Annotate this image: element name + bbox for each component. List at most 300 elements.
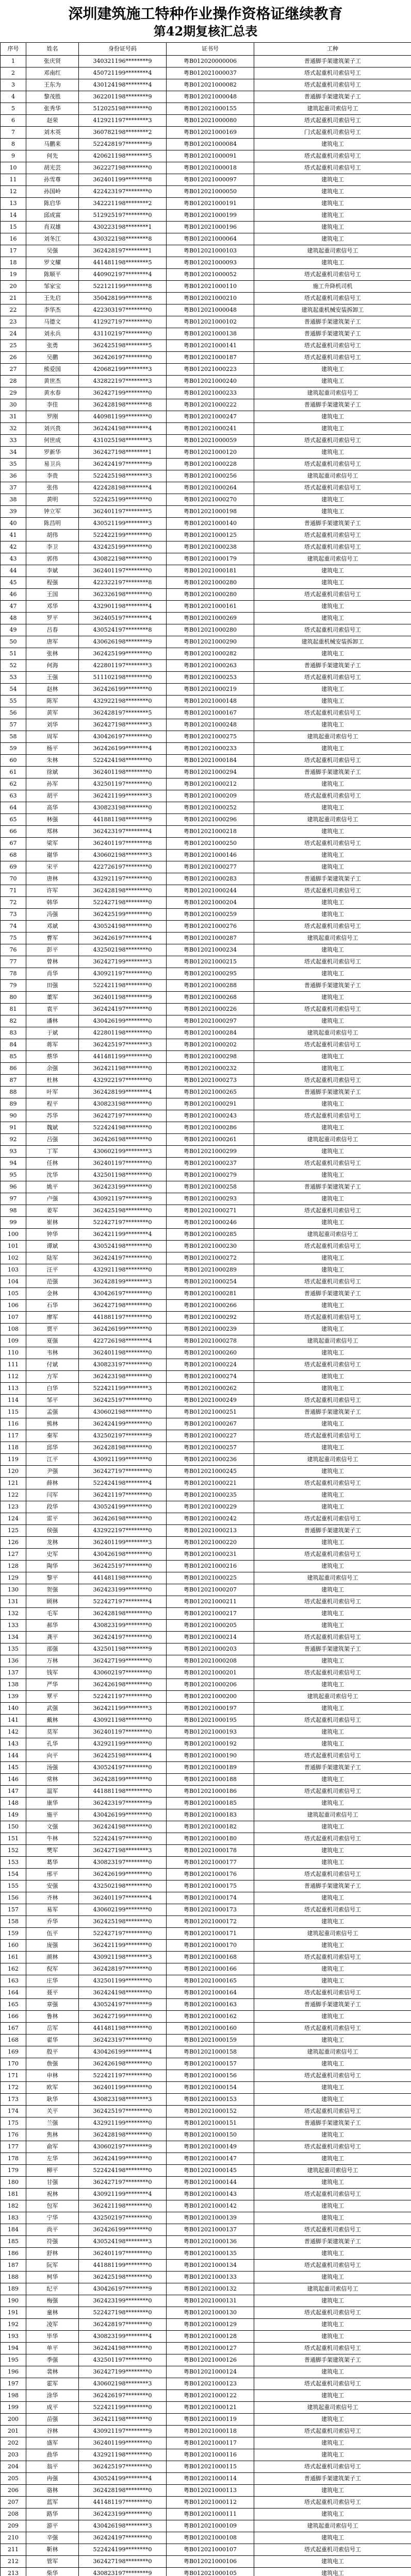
table-row xyxy=(1,447,411,459)
job-type-cell: 塔式起重机司索信号工 xyxy=(254,2023,411,2035)
job-type-cell: 普通脚手架建筑架子工 xyxy=(254,2117,411,2129)
person-name-cell: 戴林 xyxy=(26,1715,79,1726)
job-type-cell: 建筑电工 xyxy=(254,1324,411,1335)
person-name-cell: 陆军 xyxy=(26,1252,79,1264)
id-number-cell: 430823198********0 xyxy=(79,802,167,814)
row-index-cell: 211 xyxy=(1,2544,26,2556)
certificate-number-cell: 粤B012021000177 xyxy=(167,1857,254,1869)
job-type-cell: 建筑电工 xyxy=(254,1371,411,1383)
id-number-cell: 362426197********0 xyxy=(79,352,167,364)
table-row xyxy=(1,257,411,269)
certificate-number-cell: 粤B012021000198 xyxy=(167,506,254,518)
certificate-number-cell: 粤B012021000150 xyxy=(167,2129,254,2141)
job-type-cell: 建筑电工 xyxy=(254,648,411,660)
row-index-cell: 105 xyxy=(1,1288,26,1300)
certificate-number-cell: 粤B012021000178 xyxy=(167,1845,254,1857)
certificate-number-cell: 粤B012021000162 xyxy=(167,2011,254,2023)
person-name-cell: 吴鹏 xyxy=(26,352,79,364)
table-row xyxy=(1,2378,411,2390)
certificate-number-cell: 粤B012021000234 xyxy=(167,944,254,956)
id-number-cell: 362401198********0 xyxy=(79,767,167,778)
id-number-cell: 362425198********0 xyxy=(79,2272,167,2283)
table-row xyxy=(1,909,411,921)
id-number-cell: 362421198********0 xyxy=(79,2414,167,2426)
person-name-cell: 田强 xyxy=(26,980,79,992)
job-type-cell: 普通脚手架建筑架子工 xyxy=(254,2236,411,2248)
job-type-cell: 塔式起重机司索信号工 xyxy=(254,838,411,850)
id-number-cell: 511102198********0 xyxy=(79,672,167,684)
person-name-cell: 胡光芸 xyxy=(26,162,79,174)
job-type-cell: 建筑起重司索信号工 xyxy=(254,387,411,399)
person-name-cell: 童林 xyxy=(26,2307,79,2319)
job-type-cell: 建筑电工 xyxy=(254,1347,411,1359)
row-index-cell: 169 xyxy=(1,2046,26,2058)
table-row xyxy=(1,328,411,340)
person-name-cell: 林强 xyxy=(26,814,79,826)
row-index-cell: 158 xyxy=(1,1916,26,1928)
certificate-number-cell: 粤B012021000285 xyxy=(167,1229,254,1241)
job-type-cell: 普通脚手架建筑架子工 xyxy=(254,1288,411,1300)
certificate-number-cell: 粤B012021000173 xyxy=(167,1904,254,1916)
table-row xyxy=(1,767,411,778)
id-number-cell: 522424198********0 xyxy=(79,2165,167,2177)
certificate-number-cell: 粤B012021000158 xyxy=(167,2046,254,2058)
certificate-number-cell: 粤B012021000110 xyxy=(167,281,254,293)
job-type-cell: 塔式起重机司索信号工 xyxy=(254,162,411,174)
row-index-cell: 194 xyxy=(1,2343,26,2354)
row-index-cell: 22 xyxy=(1,304,26,316)
id-number-cell: 512025198********0 xyxy=(79,103,167,115)
row-index-cell: 93 xyxy=(1,1146,26,1158)
row-index-cell: 144 xyxy=(1,1750,26,1762)
id-number-cell: 430823197********0 xyxy=(79,1359,167,1371)
id-number-cell: 440902197********4 xyxy=(79,269,167,281)
header-id-number: 身份证号码 xyxy=(79,43,167,56)
job-type-cell: 建筑电工 xyxy=(254,743,411,755)
row-index-cell: 151 xyxy=(1,1833,26,1845)
job-type-cell: 塔式起重机司索信号工 xyxy=(254,1395,411,1406)
person-name-cell: 纪平 xyxy=(26,2283,79,2295)
certificate-number-cell: 粤B012021000200 xyxy=(167,1691,254,1703)
job-type-cell: 建筑起重司索信号工 xyxy=(254,1691,411,1703)
certificate-number-cell: 粤B012021000229 xyxy=(167,1501,254,1513)
table-row xyxy=(1,506,411,518)
person-name-cell: 叶军 xyxy=(26,1087,79,1098)
row-index-cell: 46 xyxy=(1,589,26,601)
person-name-cell: 章强 xyxy=(26,1999,79,2011)
job-type-cell: 建筑电工 xyxy=(254,1655,411,1667)
row-index-cell: 36 xyxy=(1,470,26,482)
job-type-cell: 建筑电工 xyxy=(254,1774,411,1786)
table-row xyxy=(1,1952,411,1963)
table-row xyxy=(1,2331,411,2343)
certificate-number-cell: 粤B012021000227 xyxy=(167,1430,254,1442)
person-name-cell: 殷平 xyxy=(26,2046,79,2058)
id-number-cell: 362421199********3 xyxy=(79,790,167,802)
id-number-cell: 522121199********8 xyxy=(79,281,167,293)
certificate-number-cell: 粤B012021000153 xyxy=(167,2094,254,2106)
table-row xyxy=(1,494,411,506)
table-row xyxy=(1,411,411,423)
person-name-cell: 许军 xyxy=(26,885,79,897)
table-row xyxy=(1,1786,411,1798)
table-row xyxy=(1,2295,411,2307)
person-name-cell: 苏华 xyxy=(26,1110,79,1122)
certificate-number-cell: 粤B012021000052 xyxy=(167,269,254,281)
row-index-cell: 155 xyxy=(1,1880,26,1892)
person-name-cell: 谭斌 xyxy=(26,1241,79,1252)
table-row xyxy=(1,435,411,447)
person-name-cell: 张秀华 xyxy=(26,103,79,115)
certificate-number-cell: 粤B012021000186 xyxy=(167,1786,254,1798)
job-type-cell: 普通脚手架建筑架子工 xyxy=(254,873,411,885)
certificate-number-cell: 粤B012021000284 xyxy=(167,1027,254,1039)
person-name-cell: 谢华 xyxy=(26,850,79,861)
row-index-cell: 116 xyxy=(1,1418,26,1430)
certificate-number-cell: 粤B012021000142 xyxy=(167,2200,254,2212)
person-name-cell: 涂华 xyxy=(26,2390,79,2402)
row-index-cell: 78 xyxy=(1,968,26,980)
row-index-cell: 213 xyxy=(1,2568,26,2576)
row-index-cell: 117 xyxy=(1,1430,26,1442)
certificate-number-cell: 粤B012021000292 xyxy=(167,1312,254,1324)
row-index-cell: 179 xyxy=(1,2165,26,2177)
certificate-number-cell: 粤B012021000114 xyxy=(167,2473,254,2485)
person-name-cell: 李华杰 xyxy=(26,304,79,316)
person-name-cell: 伍平 xyxy=(26,1928,79,1940)
table-row xyxy=(1,1146,411,1158)
id-number-cell: 362423197********4 xyxy=(79,826,167,838)
row-index-cell: 210 xyxy=(1,2532,26,2544)
certificate-number-cell: 粤B012021000102 xyxy=(167,316,254,328)
row-index-cell: 103 xyxy=(1,1264,26,1276)
job-type-cell: 塔式起重机司索信号工 xyxy=(254,1750,411,1762)
table-row xyxy=(1,1229,411,1241)
table-row xyxy=(1,2402,411,2414)
person-name-cell: 何海 xyxy=(26,660,79,672)
person-name-cell: 辛强 xyxy=(26,2532,79,2544)
row-index-cell: 142 xyxy=(1,1726,26,1738)
certificate-number-cell: 粤B012021000238 xyxy=(167,541,254,553)
table-row xyxy=(1,139,411,150)
row-index-cell: 173 xyxy=(1,2094,26,2106)
id-number-cell: 362421198********0 xyxy=(79,2200,167,2212)
job-type-cell: 建筑起重司索信号工 xyxy=(254,2046,411,2058)
id-number-cell: 362427198********1 xyxy=(79,447,167,459)
person-name-cell: 程平 xyxy=(26,1098,79,1110)
certificate-number-cell: 粤B012021000131 xyxy=(167,2295,254,2307)
table-row xyxy=(1,1241,411,1252)
person-name-cell: 莫军 xyxy=(26,1726,79,1738)
person-name-cell: 耿华 xyxy=(26,2094,79,2106)
certificate-number-cell: 粤B012021000217 xyxy=(167,1608,254,1620)
certificate-number-cell: 粤B012021000218 xyxy=(167,826,254,838)
table-row xyxy=(1,1430,411,1442)
row-index-cell: 186 xyxy=(1,2248,26,2260)
id-number-cell: 430823197********0 xyxy=(79,1857,167,1869)
job-type-cell: 塔式起重机司索信号工 xyxy=(254,1987,411,1999)
table-row xyxy=(1,1632,411,1643)
certificate-number-cell: 粤B012021000154 xyxy=(167,2082,254,2094)
certificate-number-cell: 粤B012021000240 xyxy=(167,376,254,387)
certificate-number-cell: 粤B012021000219 xyxy=(167,684,254,696)
id-number-cell: 362401197********5 xyxy=(79,506,167,518)
person-name-cell: 龚平 xyxy=(26,1632,79,1643)
certificate-number-cell: 粤B012021000224 xyxy=(167,1359,254,1371)
person-name-cell: 阮军 xyxy=(26,2260,79,2272)
table-row xyxy=(1,2544,411,2556)
job-type-cell: 建筑电工 xyxy=(254,2248,411,2260)
person-name-cell: 于斌 xyxy=(26,1027,79,1039)
job-type-cell: 建筑电工 xyxy=(254,613,411,624)
id-number-cell: 430426199********4 xyxy=(79,2046,167,2058)
table-row xyxy=(1,1643,411,1655)
certificate-number-cell: 粤B012021000050 xyxy=(167,186,254,198)
person-name-cell: 胡平 xyxy=(26,790,79,802)
row-index-cell: 63 xyxy=(1,790,26,802)
id-number-cell: 362427197********0 xyxy=(79,1110,167,1122)
row-index-cell: 18 xyxy=(1,257,26,269)
id-number-cell: 362425197********0 xyxy=(79,1561,167,1572)
row-index-cell: 25 xyxy=(1,340,26,352)
table-row xyxy=(1,2390,411,2402)
job-type-cell: 建筑电工 xyxy=(254,826,411,838)
id-number-cell: 362405197********4 xyxy=(79,613,167,624)
certificate-number-cell: 粤B012021000147 xyxy=(167,2153,254,2165)
job-type-cell: 塔式起重机司索信号工 xyxy=(254,1430,411,1442)
table-row xyxy=(1,613,411,624)
row-index-cell: 73 xyxy=(1,909,26,921)
person-name-cell: 文强 xyxy=(26,1821,79,1833)
table-row xyxy=(1,1217,411,1229)
certificate-number-cell: 粤B012021000144 xyxy=(167,2177,254,2189)
table-row xyxy=(1,1762,411,1774)
certificate-number-cell: 粤B012021000191 xyxy=(167,198,254,210)
table-row xyxy=(1,103,411,115)
id-number-cell: 362428199********3 xyxy=(79,1276,167,1288)
person-name-cell: 詹强 xyxy=(26,2058,79,2070)
id-number-cell: 362326198********0 xyxy=(79,589,167,601)
certificate-number-cell: 粤B012021000277 xyxy=(167,861,254,873)
id-number-cell: 362424197********0 xyxy=(79,1632,167,1643)
certificate-number-cell: 粤B012021000109 xyxy=(167,2520,254,2532)
certificate-number-cell: 粤B012021000297 xyxy=(167,1015,254,1027)
id-number-cell: 522422199********0 xyxy=(79,530,167,541)
id-number-cell: 362401197********8 xyxy=(79,838,167,850)
row-index-cell: 130 xyxy=(1,1584,26,1596)
job-type-cell: 塔式起重机司索信号工 xyxy=(254,2378,411,2390)
person-name-cell: 李佳 xyxy=(26,399,79,411)
person-name-cell: 王强 xyxy=(26,672,79,684)
row-index-cell: 72 xyxy=(1,897,26,909)
table-row xyxy=(1,387,411,399)
certificate-number-cell: 粤B012021000128 xyxy=(167,2331,254,2343)
person-name-cell: 向平 xyxy=(26,1750,79,1762)
table-row xyxy=(1,802,411,814)
person-name-cell: 岳军 xyxy=(26,2023,79,2035)
row-index-cell: 141 xyxy=(1,1715,26,1726)
job-type-cell: 建筑电工 xyxy=(254,1892,411,1904)
table-row xyxy=(1,2023,411,2035)
row-index-cell: 136 xyxy=(1,1655,26,1667)
person-name-cell: 汤强 xyxy=(26,1762,79,1774)
job-type-cell: 建筑电工 xyxy=(254,1442,411,1454)
table-row xyxy=(1,1537,411,1549)
id-number-cell: 362426197********0 xyxy=(79,2390,167,2402)
row-index-cell: 11 xyxy=(1,174,26,186)
id-number-cell: 422801198********0 xyxy=(79,1027,167,1039)
job-type-cell: 塔式起重机司索信号工 xyxy=(254,2260,411,2272)
certificate-number-cell: 粤B012021000149 xyxy=(167,2141,254,2153)
person-name-cell: 孔华 xyxy=(26,1738,79,1750)
certificate-number-cell: 粤B012021000146 xyxy=(167,850,254,861)
person-name-cell: 刘兴贵 xyxy=(26,423,79,435)
row-index-cell: 50 xyxy=(1,636,26,648)
table-row xyxy=(1,2224,411,2236)
id-number-cell: 441481197********0 xyxy=(79,2497,167,2509)
job-type-cell: 建筑电工 xyxy=(254,1679,411,1691)
row-index-cell: 149 xyxy=(1,1809,26,1821)
certificate-number-cell: 粤B012021000091 xyxy=(167,150,254,162)
job-type-cell: 建筑电工 xyxy=(254,1584,411,1596)
person-name-cell: 黄世杰 xyxy=(26,376,79,387)
id-number-cell: 420682199********3 xyxy=(79,364,167,376)
certificate-number-cell: 粤B012021000245 xyxy=(167,1466,254,1478)
job-type-cell: 建筑电工 xyxy=(254,2366,411,2378)
job-type-cell: 建筑电工 xyxy=(254,992,411,1004)
row-index-cell: 71 xyxy=(1,885,26,897)
job-type-cell: 建筑电工 xyxy=(254,1975,411,1987)
certificate-number-cell: 粤B012021000199 xyxy=(167,210,254,222)
job-type-cell: 塔式起重机司索信号工 xyxy=(254,1596,411,1608)
person-name-cell: 关平 xyxy=(26,2106,79,2117)
id-number-cell: 522421197********0 xyxy=(79,1691,167,1703)
person-name-cell: 兰强 xyxy=(26,2117,79,2129)
job-type-cell: 建筑电工 xyxy=(254,2509,411,2520)
table-row xyxy=(1,601,411,613)
id-number-cell: 430524197********9 xyxy=(79,1999,167,2011)
row-index-cell: 124 xyxy=(1,1513,26,1525)
table-row xyxy=(1,127,411,139)
id-number-cell: 430626198********9 xyxy=(79,636,167,648)
row-index-cell: 204 xyxy=(1,2461,26,2473)
certificate-number-cell: 粤B012021000254 xyxy=(167,1276,254,1288)
id-number-cell: 422726198********4 xyxy=(79,1335,167,1347)
person-name-cell: 梁军 xyxy=(26,838,79,850)
person-name-cell: 孟强 xyxy=(26,1406,79,1418)
id-number-cell: 362426198********0 xyxy=(79,1679,167,1691)
table-row xyxy=(1,1561,411,1572)
id-number-cell: 362427199********0 xyxy=(79,1655,167,1667)
table-row xyxy=(1,861,411,873)
person-name-cell: 柯华 xyxy=(26,2272,79,2283)
person-name-cell: 潘林 xyxy=(26,1015,79,1027)
table-row xyxy=(1,553,411,565)
id-number-cell: 362423199********0 xyxy=(79,1181,167,1193)
table-row xyxy=(1,2568,411,2576)
certificate-number-cell: 粤B012021000143 xyxy=(167,2189,254,2200)
table-row xyxy=(1,79,411,91)
table-row xyxy=(1,470,411,482)
person-name-cell: 杜林 xyxy=(26,1075,79,1087)
table-row xyxy=(1,1418,411,1430)
row-index-cell: 5 xyxy=(1,103,26,115)
person-name-cell: 朱林 xyxy=(26,755,79,767)
certificate-number-cell: 粤B012021000221 xyxy=(167,1478,254,1489)
job-type-cell: 建筑电工 xyxy=(254,2177,411,2189)
table-row xyxy=(1,2189,411,2200)
certificate-number-cell: 粤B012021000279 xyxy=(167,1170,254,1181)
row-index-cell: 106 xyxy=(1,1300,26,1312)
job-type-cell: 建筑电工 xyxy=(254,1821,411,1833)
table-row xyxy=(1,1051,411,1063)
certificate-number-cell: 粤B012021000135 xyxy=(167,2248,254,2260)
table-row xyxy=(1,980,411,992)
certificate-number-cell: 粤B012021000201 xyxy=(167,1667,254,1679)
row-index-cell: 86 xyxy=(1,1063,26,1075)
person-name-cell: 史军 xyxy=(26,1549,79,1561)
id-number-cell: 362425199********0 xyxy=(79,648,167,660)
certificate-number-cell: 粤B012021000274 xyxy=(167,1371,254,1383)
table-row xyxy=(1,1987,411,1999)
job-type-cell: 建筑电工 xyxy=(254,1940,411,1952)
person-name-cell: 袁平 xyxy=(26,1004,79,1015)
row-index-cell: 85 xyxy=(1,1051,26,1063)
person-name-cell: 段华 xyxy=(26,1501,79,1513)
id-number-cell: 362423197********0 xyxy=(79,2035,167,2046)
row-index-cell: 175 xyxy=(1,2117,26,2129)
job-type-cell: 普通脚手架建筑架子工 xyxy=(254,2473,411,2485)
row-index-cell: 9 xyxy=(1,150,26,162)
certificate-number-cell: 粤B012021000280 xyxy=(167,577,254,589)
person-name-cell: 冉强 xyxy=(26,2473,79,2485)
certificate-number-cell: 粤B012021000188 xyxy=(167,1774,254,1786)
table-row xyxy=(1,459,411,470)
id-number-cell: 432501197********0 xyxy=(79,2354,167,2366)
id-number-cell: 362427198********0 xyxy=(79,1300,167,1312)
id-number-cell: 362401199********0 xyxy=(79,2082,167,2094)
job-type-cell: 塔式起重机司索信号工 xyxy=(254,530,411,541)
job-type-cell: 塔式起重机司索信号工 xyxy=(254,2070,411,2082)
certificate-number-cell: 粤B012021000169 xyxy=(167,127,254,139)
id-number-cell: 522421199********0 xyxy=(79,2402,167,2414)
table-row xyxy=(1,162,411,174)
row-index-cell: 122 xyxy=(1,1489,26,1501)
person-name-cell: 尚平 xyxy=(26,2224,79,2236)
table-row xyxy=(1,992,411,1004)
id-number-cell: 441881199********0 xyxy=(79,2260,167,2272)
job-type-cell: 建筑电工 xyxy=(254,1501,411,1513)
certificate-number-cell: 粤B012021000223 xyxy=(167,364,254,376)
certificate-number-cell: 粤B012021000244 xyxy=(167,885,254,897)
row-index-cell: 164 xyxy=(1,1987,26,1999)
id-number-cell: 362425198********4 xyxy=(79,1750,167,1762)
certificate-number-cell: 粤B012021000160 xyxy=(167,2023,254,2035)
job-type-cell: 塔式起重机司索信号工 xyxy=(254,2189,411,2200)
id-number-cell: 441481198********0 xyxy=(79,1572,167,1584)
table-row xyxy=(1,1809,411,1821)
id-number-cell: 430426198********0 xyxy=(79,1549,167,1561)
certificate-number-cell: 粤B012021000140 xyxy=(167,518,254,530)
row-index-cell: 154 xyxy=(1,1869,26,1880)
certificate-number-cell: 粤B012021000082 xyxy=(167,79,254,91)
id-number-cell: 430921197********0 xyxy=(79,968,167,980)
person-name-cell: 方军 xyxy=(26,1371,79,1383)
table-row xyxy=(1,1750,411,1762)
table-row xyxy=(1,1667,411,1679)
row-index-cell: 80 xyxy=(1,992,26,1004)
certificate-number-cell: 粤B012021000197 xyxy=(167,1703,254,1715)
